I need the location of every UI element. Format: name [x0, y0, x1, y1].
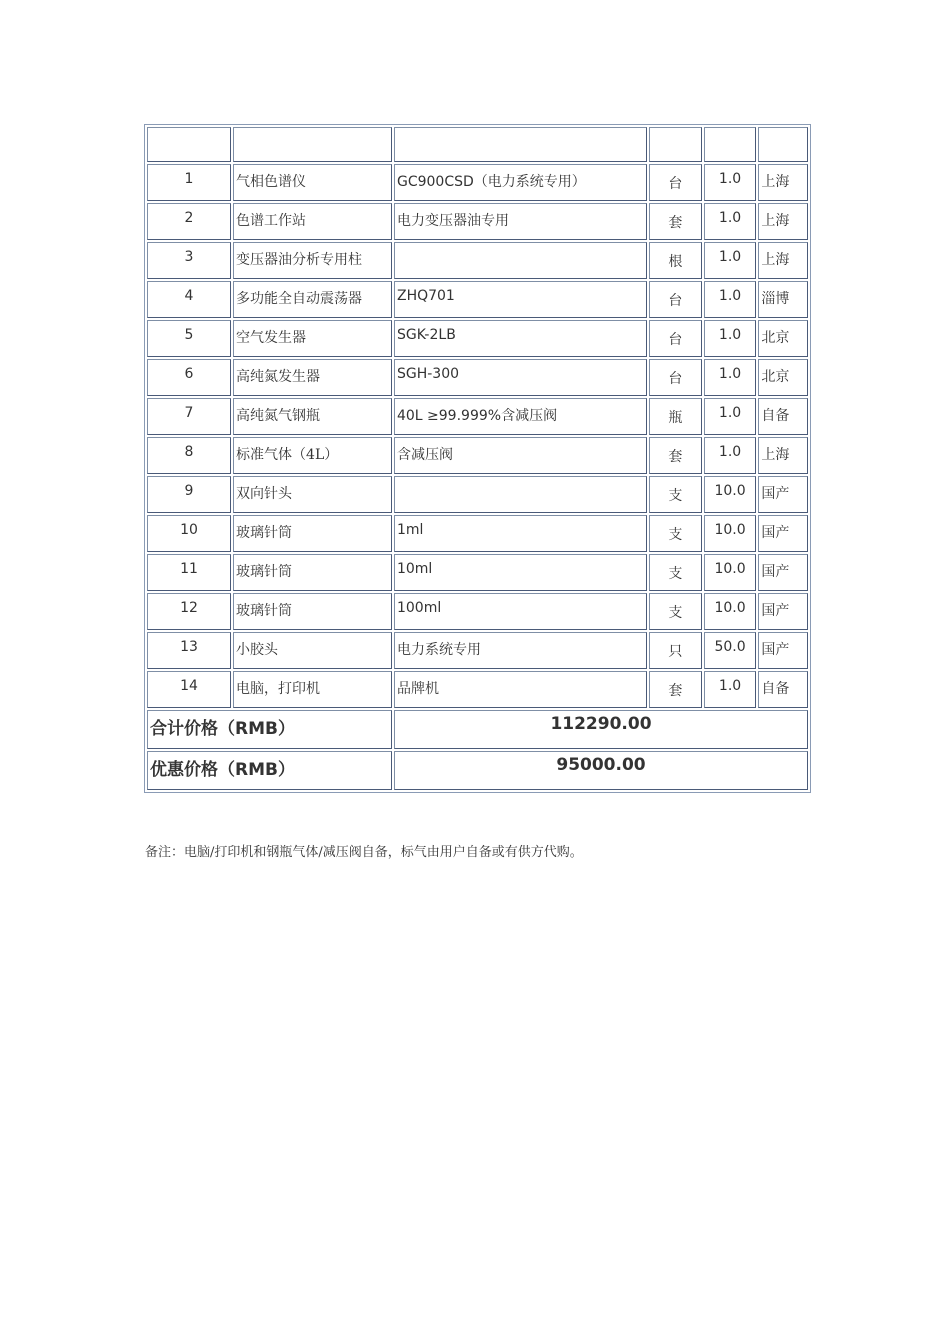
table-row [147, 164, 808, 201]
item-spec-cell [394, 242, 647, 279]
item-name-cell: 多功能全自动震荡器 [233, 281, 392, 318]
total-price-row [147, 710, 808, 749]
item-origin-cell: 上海 [758, 164, 808, 201]
item-quantity-cell: 10.0 [704, 554, 757, 591]
item-number-cell: 5 [147, 320, 231, 357]
item-unit-cell: 套 [649, 671, 702, 708]
table-row [147, 320, 808, 357]
item-number-cell: 13 [147, 632, 231, 669]
item-spec-cell: 含减压阀 [394, 437, 647, 474]
item-spec-cell: 10ml [394, 554, 647, 591]
item-name-cell: 色谱工作站 [233, 203, 392, 240]
item-name-cell: 高纯氮气钢瓶 [233, 398, 392, 435]
item-quantity-cell: 50.0 [704, 632, 757, 669]
table-row [147, 398, 808, 435]
item-origin-cell: 国产 [758, 593, 808, 630]
table-row [147, 203, 808, 240]
item-spec-cell: 1ml [394, 515, 647, 552]
table-row [147, 281, 808, 318]
item-number-cell: 1 [147, 164, 231, 201]
item-name-cell: 高纯氮发生器 [233, 359, 392, 396]
item-origin-cell: 北京 [758, 320, 808, 357]
item-origin-cell: 上海 [758, 437, 808, 474]
item-number-cell: 8 [147, 437, 231, 474]
item-spec-cell: SGH-300 [394, 359, 647, 396]
item-unit-cell: 支 [649, 554, 702, 591]
item-quantity-cell: 1.0 [704, 671, 757, 708]
header-cell [394, 127, 647, 162]
table-row [147, 671, 808, 708]
item-unit-cell: 只 [649, 632, 702, 669]
item-spec-cell: 电力变压器油专用 [394, 203, 647, 240]
item-origin-cell: 北京 [758, 359, 808, 396]
item-origin-cell: 国产 [758, 476, 808, 513]
item-number-cell: 14 [147, 671, 231, 708]
item-unit-cell: 套 [649, 437, 702, 474]
item-unit-cell: 台 [649, 164, 702, 201]
item-spec-cell: GC900CSD（电力系统专用） [394, 164, 647, 201]
header-cell [758, 127, 808, 162]
table-row [147, 476, 808, 513]
item-quantity-cell: 1.0 [704, 398, 757, 435]
item-number-cell: 11 [147, 554, 231, 591]
item-unit-cell: 台 [649, 320, 702, 357]
item-quantity-cell: 1.0 [704, 437, 757, 474]
item-name-cell: 电脑，打印机 [233, 671, 392, 708]
item-number-cell: 12 [147, 593, 231, 630]
item-number-cell: 9 [147, 476, 231, 513]
item-spec-cell: ZHQ701 [394, 281, 647, 318]
item-spec-cell: SGK-2LB [394, 320, 647, 357]
table-row [147, 437, 808, 474]
item-unit-cell: 支 [649, 515, 702, 552]
item-quantity-cell: 1.0 [704, 203, 757, 240]
item-origin-cell: 淄博 [758, 281, 808, 318]
item-unit-cell: 瓶 [649, 398, 702, 435]
item-quantity-cell: 10.0 [704, 476, 757, 513]
discount-price-row [147, 751, 808, 790]
table-row [147, 593, 808, 630]
item-unit-cell: 根 [649, 242, 702, 279]
item-origin-cell: 自备 [758, 398, 808, 435]
item-number-cell: 10 [147, 515, 231, 552]
item-name-cell: 玻璃针筒 [233, 554, 392, 591]
header-cell [649, 127, 702, 162]
item-unit-cell: 台 [649, 359, 702, 396]
header-cell [147, 127, 231, 162]
discount-price-value: 95000.00 [394, 751, 808, 790]
item-name-cell: 双向针头 [233, 476, 392, 513]
item-spec-cell: 100ml [394, 593, 647, 630]
item-number-cell: 2 [147, 203, 231, 240]
item-unit-cell: 支 [649, 476, 702, 513]
remark-note: 备注：电脑/打印机和钢瓶气体/减压阀自备，标气由用户自备或有供方代购。 [145, 845, 583, 860]
item-quantity-cell: 1.0 [704, 359, 757, 396]
item-unit-cell: 套 [649, 203, 702, 240]
discount-price-label: 优惠价格（RMB） [147, 751, 392, 790]
table-row [147, 515, 808, 552]
item-name-cell: 小胶头 [233, 632, 392, 669]
item-origin-cell: 自备 [758, 671, 808, 708]
header-cell [233, 127, 392, 162]
header-cell [704, 127, 757, 162]
quotation-table [144, 124, 811, 793]
total-price-value: 112290.00 [394, 710, 808, 749]
item-number-cell: 3 [147, 242, 231, 279]
item-unit-cell: 支 [649, 593, 702, 630]
item-spec-cell: 品牌机 [394, 671, 647, 708]
item-origin-cell: 国产 [758, 554, 808, 591]
table-header-row [147, 127, 808, 162]
item-quantity-cell: 1.0 [704, 164, 757, 201]
item-name-cell: 玻璃针筒 [233, 593, 392, 630]
item-spec-cell: 40L ≥99.999%含减压阀 [394, 398, 647, 435]
item-origin-cell: 上海 [758, 242, 808, 279]
item-quantity-cell: 10.0 [704, 593, 757, 630]
table-row [147, 632, 808, 669]
item-name-cell: 变压器油分析专用柱 [233, 242, 392, 279]
item-quantity-cell: 10.0 [704, 515, 757, 552]
item-spec-cell [394, 476, 647, 513]
item-quantity-cell: 1.0 [704, 320, 757, 357]
item-number-cell: 4 [147, 281, 231, 318]
item-name-cell: 空气发生器 [233, 320, 392, 357]
item-number-cell: 6 [147, 359, 231, 396]
item-origin-cell: 上海 [758, 203, 808, 240]
item-quantity-cell: 1.0 [704, 281, 757, 318]
item-quantity-cell: 1.0 [704, 242, 757, 279]
item-name-cell: 气相色谱仪 [233, 164, 392, 201]
item-name-cell: 标准气体（4L） [233, 437, 392, 474]
total-price-label: 合计价格（RMB） [147, 710, 392, 749]
item-origin-cell: 国产 [758, 632, 808, 669]
item-number-cell: 7 [147, 398, 231, 435]
table-row [147, 242, 808, 279]
item-origin-cell: 国产 [758, 515, 808, 552]
item-spec-cell: 电力系统专用 [394, 632, 647, 669]
table-row [147, 554, 808, 591]
table-row [147, 359, 808, 396]
item-name-cell: 玻璃针筒 [233, 515, 392, 552]
item-unit-cell: 台 [649, 281, 702, 318]
